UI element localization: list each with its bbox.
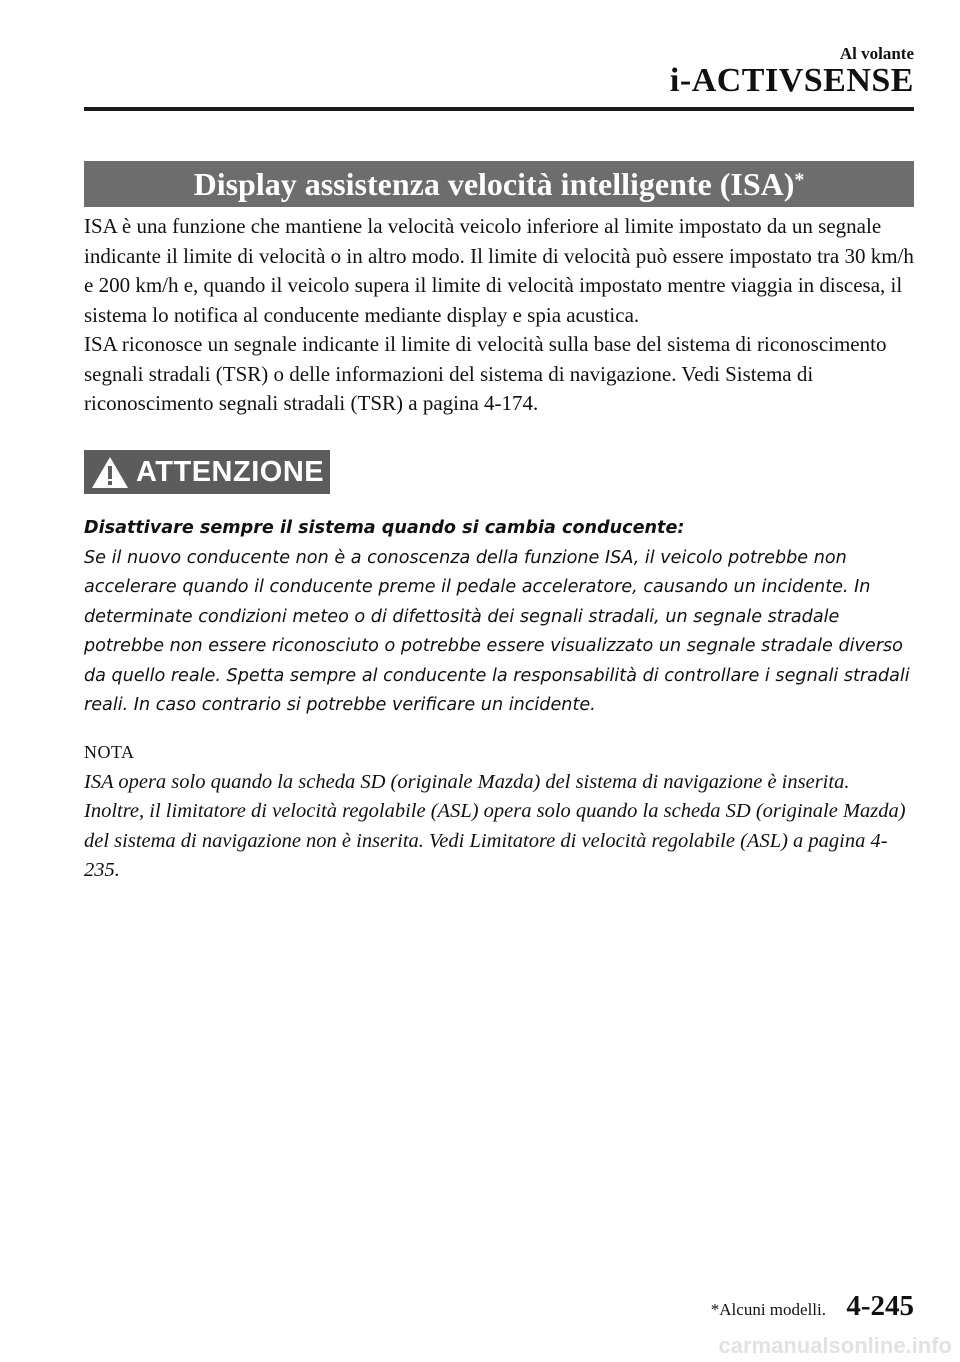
- warning-text: Se il nuovo conducente non è a conoscenza della funzione ISA, il veicolo potrebbe non accelerare quando il conducente preme il pedale acceleratore, causando un incidente. In determinate condizioni meteo o di difettosità dei segnali stradali, un segnale stradale potrebbe non essere riconosciuto o potrebbe essere visualizzato un segnale stradale diverso da quello reale. Spetta sempre al conducente la responsabilità di controllare i segnali stradali reali. In caso contrario si potrebbe verificare un incidente.: [84, 547, 910, 715]
- section-title: Display assistenza velocità intelligente (ISA): [193, 165, 795, 202]
- warning-triangle-icon: [88, 450, 132, 494]
- footnote: *Alcuni modelli.: [710, 1300, 826, 1319]
- watermark: carmanualsonline.info: [718, 1333, 952, 1358]
- body-text: [84, 212, 914, 419]
- body-paragraph: ISA è una funzione che mantiene la velocità veicolo inferiore al limite impostato da un segnale indicante il limite di velocità o in altro modo. Il limite di velocità può essere impostato tra 30 km/h e 200 km/h e, quando il veicolo supera il limite di velocità impostato mentre viaggia in discesa, il sistema lo notifica al conducente mediante display e spia acustica.: [84, 214, 914, 327]
- note-heading: NOTA: [84, 742, 135, 762]
- body-paragraph: ISA riconosce un segnale indicante il limite di velocità sulla base del sistema di riconoscimento segnali stradali (TSR) o delle informazioni del sistema di navigazione. Vedi Sistema di riconoscimento segnali stradali (TSR) a pagina 4-174.: [84, 332, 887, 415]
- section-title-marker: *: [794, 168, 805, 191]
- note-text: ISA opera solo quando la scheda SD (originale Mazda) del sistema di navigazione è inserita. Inoltre, il limitatore di velocità regolabile (ASL) opera solo quando la scheda SD (originale Mazda) del sistema di navigazione non è inserita. Vedi Limitatore di velocità regolabile (ASL) a pagina 4-235.: [84, 770, 906, 881]
- section-title-bar: [84, 161, 914, 207]
- header-chapter: Al volante: [839, 44, 914, 63]
- warning-badge: [84, 450, 330, 494]
- warning-heading: Disattivare sempre il sistema quando si cambia conducente:: [84, 518, 685, 538]
- header-rule: [84, 107, 914, 111]
- warning-body: [84, 514, 914, 721]
- header-section: i-ACTIVSENSE: [669, 62, 914, 99]
- note-block: [84, 738, 914, 886]
- page-number: 4-245: [846, 1290, 914, 1322]
- warning-label: ATTENZIONE: [136, 455, 325, 488]
